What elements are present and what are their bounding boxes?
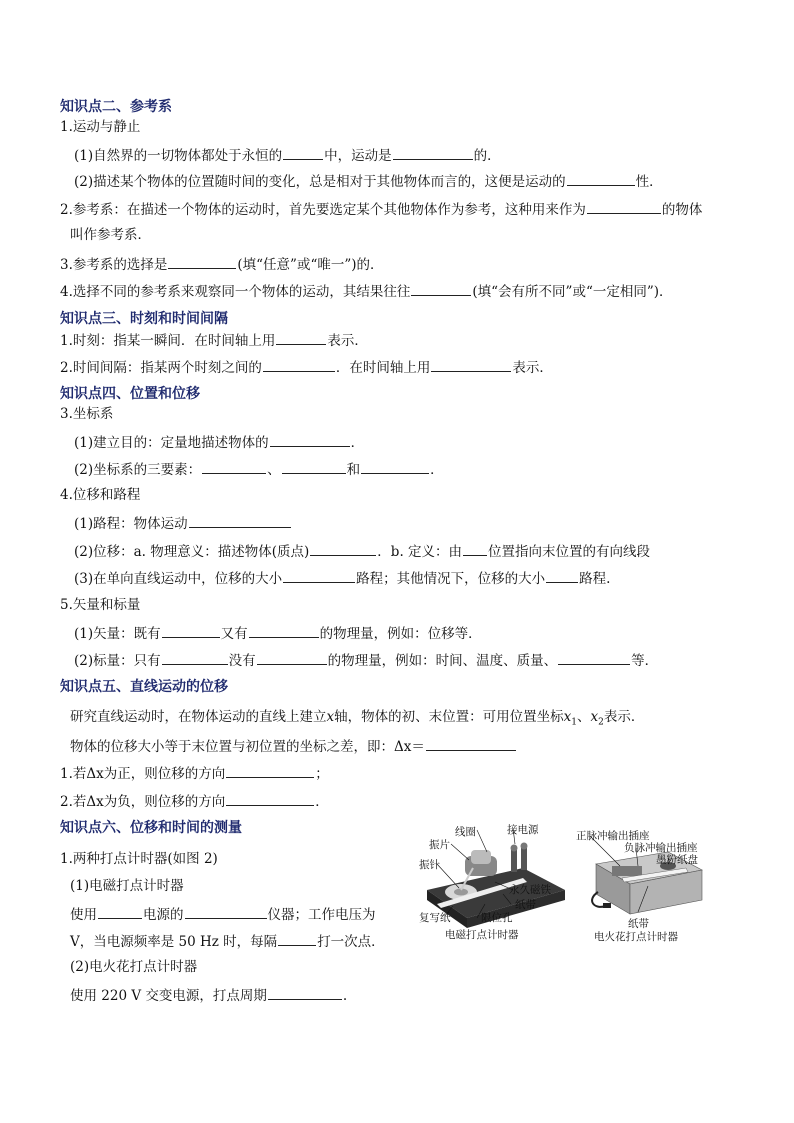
blank[interactable] <box>168 254 236 269</box>
item-4-2: (2)位移：a. 物理意义：描述物体(质点) ．b. 定义：由 位置指向末位置的有向线段 <box>74 541 650 561</box>
item-1-1-para-a: 使用 电源的 仪器；工作电压为 <box>70 904 376 924</box>
blank[interactable] <box>185 904 267 919</box>
label-tape: 纸带 <box>628 918 649 930</box>
label-carbon-paper: 复写纸 <box>419 912 451 924</box>
blank[interactable] <box>202 459 266 474</box>
item-4-1: (1)路程：物体运动 <box>74 513 292 533</box>
blank[interactable] <box>393 145 473 160</box>
blank[interactable] <box>270 432 350 447</box>
label-positive-socket: 正脉冲输出插座 <box>576 830 650 842</box>
label-power: 接电源 <box>507 824 539 836</box>
blank[interactable] <box>162 650 228 665</box>
item-1-1: (1)自然界的一切物体都处于永恒的 中，运动是 的． <box>74 145 501 165</box>
blank[interactable] <box>310 541 376 556</box>
item-2-reference-frame: 2.参考系：在描述一个物体的运动时，首先要选定某个其他物体作为参考，这种用来作为 的物体 <box>60 199 702 219</box>
blank[interactable] <box>189 513 291 528</box>
label-negative-socket: 负脉冲输出插座 <box>624 842 698 854</box>
em-timer-figure <box>415 820 575 945</box>
blank[interactable] <box>361 459 429 474</box>
item-1-moment: 1.时刻：指某一瞬间．在时间轴上用 表示． <box>60 330 368 350</box>
blank[interactable] <box>278 931 316 946</box>
spark-timer-figure <box>576 826 711 946</box>
blank[interactable] <box>587 199 661 214</box>
caption-spark-timer: 电火花打点计时器 <box>594 931 678 943</box>
blank[interactable] <box>226 791 314 806</box>
label-magnet: 永久磁铁 <box>509 884 551 896</box>
item-5-vector-scalar: 5.矢量和标量 <box>60 597 141 613</box>
label-needle: 振针 <box>419 859 440 871</box>
item-2-interval: 2.时间间隔：指某两个时刻之间的 ．在时间轴上用 表示． <box>60 357 553 377</box>
section-3-title: 知识点三、时刻和时间间隔 <box>60 311 228 327</box>
section-2-title: 知识点二、参考系 <box>60 99 172 115</box>
blank[interactable] <box>283 568 355 583</box>
para-displacement-formula: 物体的位移大小等于末位置与初位置的坐标之差，即：Δx＝ <box>70 736 517 756</box>
blank[interactable] <box>162 623 220 638</box>
item-1-positive: 1.若Δx为正，则位移的方向 ； <box>60 763 329 783</box>
blank[interactable] <box>282 459 346 474</box>
item-3-coordinate: 3.坐标系 <box>60 406 114 422</box>
blank[interactable] <box>276 330 326 345</box>
item-4-different-frames: 4.选择不同的参考系来观察同一个物体的运动，其结果往往 (填“会有所不同”或“一定相同”)． <box>60 281 673 301</box>
section-6-title: 知识点六、位移和时间的测量 <box>60 820 242 836</box>
blank[interactable] <box>567 171 635 186</box>
item-1-2-spark-timer: (2)电火花打点计时器 <box>70 959 198 975</box>
blank[interactable] <box>98 904 142 919</box>
item-5-1: (1)矢量：既有 又有 的物理量，例如：位移等． <box>74 623 482 643</box>
label-toner-disc: 墨粉纸盘 <box>656 854 698 866</box>
section-5-title: 知识点五、直线运动的位移 <box>60 679 228 695</box>
blank[interactable] <box>546 568 578 583</box>
para-straight-line-motion: 研究直线运动时，在物体运动的直线上建立x轴，物体的初、末位置：可用位置坐标$x_1$、$x_2$表示． <box>70 709 645 728</box>
blank[interactable] <box>283 145 323 160</box>
item-5-2: (2)标量：只有 没有 的物理量，例如：时间、温度、质量、 等． <box>74 650 658 670</box>
item-4-displacement-path: 4.位移和路程 <box>60 487 141 503</box>
item-3-2: (2)坐标系的三要素： 、 和 ． <box>74 459 444 479</box>
item-1-2-para: 使用 220 V 交变电源，打点周期 . <box>70 985 347 1005</box>
blank[interactable] <box>426 736 516 751</box>
label-tape: 纸带 <box>515 899 536 911</box>
item-1-two-timers: 1.两种打点计时器(如图 2) <box>60 851 218 867</box>
label-coil: 线圈 <box>455 826 476 838</box>
blank[interactable] <box>268 985 342 1000</box>
caption-em-timer: 电磁打点计时器 <box>445 929 519 941</box>
item-2-negative: 2.若Δx为负，则位移的方向 ． <box>60 791 329 811</box>
blank[interactable] <box>463 541 487 556</box>
label-limit-hole: 限位孔 <box>481 912 513 924</box>
blank[interactable] <box>263 357 335 372</box>
blank[interactable] <box>249 623 319 638</box>
item-4-3: (3)在单向直线运动中，位移的大小 路程；其他情况下，位移的大小 路程. <box>74 568 610 588</box>
item-1-motion-rest: 1.运动与静止 <box>60 119 141 135</box>
item-3-choice: 3.参考系的选择是 (填“任意”或“唯一”)的． <box>60 254 384 274</box>
item-3-1: (1)建立目的：定量地描述物体的 ． <box>74 432 364 452</box>
item-1-1-para-b: V，当电源频率是 50 Hz 时，每隔 打一次点． <box>70 931 385 951</box>
item-2-continued: 叫作参考系． <box>70 227 151 243</box>
label-vibrating-plate: 振片 <box>429 839 450 851</box>
blank[interactable] <box>431 357 511 372</box>
section-4-title: 知识点四、位置和位移 <box>60 386 200 402</box>
blank[interactable] <box>257 650 327 665</box>
blank[interactable] <box>226 763 314 778</box>
item-1-1-em-timer: (1)电磁打点计时器 <box>70 878 184 894</box>
blank[interactable] <box>411 281 471 296</box>
item-1-2: (2)描述某个物体的位置随时间的变化，总是相对于其他物体而言的，这便是运动的 性． <box>74 171 663 191</box>
blank[interactable] <box>558 650 630 665</box>
